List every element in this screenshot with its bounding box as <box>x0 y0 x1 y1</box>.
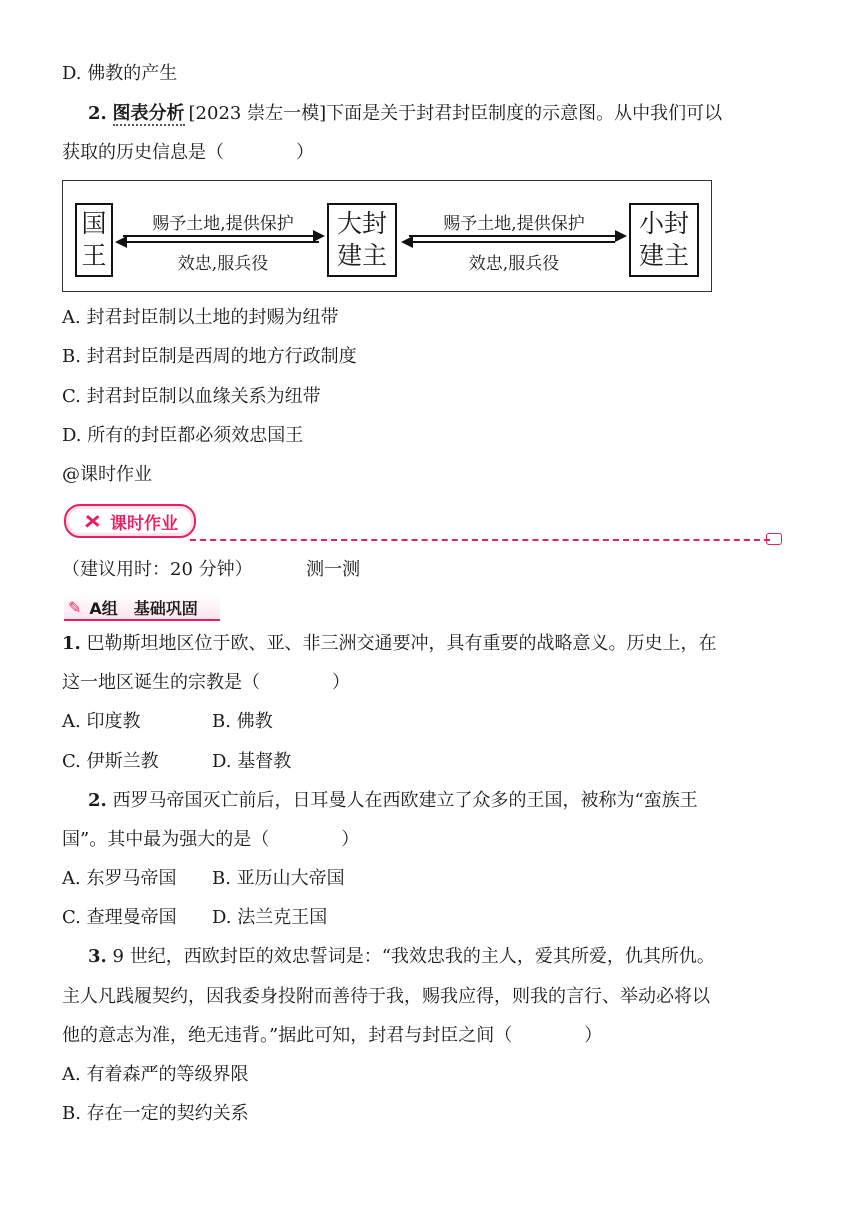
prev-option-d: D. 佛教的产生 <box>62 63 178 84</box>
suggested-time: （建议用时：20 分钟） <box>62 559 253 580</box>
q1-line1-text: 巴勒斯坦地区位于欧、亚、非三洲交通要冲，具有重要的战略意义。历史上，在 <box>86 633 717 654</box>
arrow-left-head-icon <box>115 236 127 248</box>
q3-paren-close: ） <box>584 1025 603 1046</box>
q3-line3 <box>62 1024 602 1048</box>
arrow1-left-line <box>123 241 319 243</box>
brush-icon: ✎ <box>68 597 82 617</box>
node-lesser-lord <box>629 203 699 277</box>
group-a-tag <box>64 595 220 621</box>
q2-stem-line1 <box>88 102 722 126</box>
q2-option-c[interactable]: C. 封君封臣制以血缘关系为纽带 <box>62 386 321 407</box>
node-lesser-lord-line1: 小封 <box>638 209 689 238</box>
q1-line1 <box>62 632 717 656</box>
q2-line1-text: [2023 崇左一模]下面是关于封君封臣制度的示意图。从中我们可以 <box>188 103 723 124</box>
q1-line2 <box>62 671 350 695</box>
q3-option-a[interactable]: A. 有着森严的等级界限 <box>62 1064 249 1085</box>
q2b-option-a[interactable]: A. 东罗马帝国 <box>62 868 177 889</box>
q3-number: 3. <box>88 946 107 967</box>
q2b-number: 2. <box>88 790 107 811</box>
q1-option-a[interactable]: A. 印度教 <box>62 711 141 732</box>
q1-number: 1. <box>62 633 81 654</box>
node-king <box>75 203 113 277</box>
arrow2-left-line <box>409 241 615 243</box>
node-great-lord <box>327 203 397 277</box>
q2b-option-c[interactable]: C. 查理曼帝国 <box>62 907 177 928</box>
arrow-right-head-icon <box>615 230 627 242</box>
node-king-line1: 国 <box>81 209 107 238</box>
q2-number: 2. <box>88 103 107 124</box>
group-label: A组 基础巩固 <box>89 598 198 618</box>
q1-option-b[interactable]: B. 佛教 <box>212 711 273 732</box>
q2-tag: 图表分析 <box>112 103 185 124</box>
q1-option-d[interactable]: D. 基督教 <box>212 751 292 772</box>
q2b-paren-close: ） <box>341 829 360 850</box>
q2-option-d[interactable]: D. 所有的封臣都必须效忠国王 <box>62 425 304 446</box>
q3-line3-text: 他的意志为准，绝无违背。”据此可知，封君与封臣之间（ <box>62 1025 513 1046</box>
banner-divider <box>190 539 770 541</box>
node-great-lord-line1: 大封 <box>336 209 387 238</box>
q2-line2-text: 获取的历史信息是（ <box>62 142 224 163</box>
q2-paren-close: ） <box>296 142 314 163</box>
q3-line1 <box>88 945 715 969</box>
q3-option-b[interactable]: B. 存在一定的契约关系 <box>62 1103 249 1124</box>
banner-label: 课时作业 <box>110 513 178 534</box>
arrow2-top-label: 赐予土地,提供保护 <box>443 214 585 234</box>
q3-line2: 主人凡践履契约，因我委身投附而善待于我，赐我应得，则我的言行、举动必将以 <box>62 986 710 1007</box>
feudal-diagram <box>62 180 712 292</box>
homework-banner <box>64 504 196 538</box>
arrow1-right-line <box>123 235 319 237</box>
q2-stem-line2 <box>62 141 314 165</box>
q2b-option-d[interactable]: D. 法兰克王国 <box>212 907 328 928</box>
test-label: 测一测 <box>306 559 361 580</box>
q1-option-c[interactable]: C. 伊斯兰教 <box>62 751 159 772</box>
q2b-option-b[interactable]: B. 亚历山大帝国 <box>212 868 345 889</box>
arrow1-top-label: 赐予土地,提供保护 <box>152 214 294 234</box>
arrow2-right-line <box>409 235 615 237</box>
q2b-line1-text: 西罗马帝国灭亡前后，日耳曼人在西欧建立了众多的王国，被称为“蛮族王 <box>112 790 698 811</box>
time-line <box>62 558 360 582</box>
q1-paren-close: ） <box>332 672 350 693</box>
pencil-ruler-icon <box>82 511 102 531</box>
arrow-left-head-icon <box>401 236 413 248</box>
q2b-line2-text: 国”。其中最为强大的是（ <box>62 829 270 850</box>
q2-option-b[interactable]: B. 封君封臣制是西周的地方行政制度 <box>62 346 357 367</box>
node-great-lord-line2: 建主 <box>336 241 387 270</box>
q2b-line2 <box>62 828 359 852</box>
q1-line2-text: 这一地区诞生的宗教是（ <box>62 672 260 693</box>
arrow1-bottom-label: 效忠,服兵役 <box>177 254 269 274</box>
arrow2-bottom-label: 效忠,服兵役 <box>468 254 560 274</box>
node-lesser-lord-line2: 建主 <box>638 241 689 270</box>
node-king-line2: 王 <box>81 241 107 270</box>
q2b-line1 <box>88 789 698 813</box>
pencil-end-icon <box>766 533 782 545</box>
homework-marker: @课时作业 <box>62 464 152 485</box>
q3-line1-text: 9 世纪，西欧封臣的效忠誓词是：“我效忠我的主人，爱其所爱，仇其所仇。 <box>112 946 715 967</box>
q2-option-a[interactable]: A. 封君封臣制以土地的封赐为纽带 <box>62 307 339 328</box>
